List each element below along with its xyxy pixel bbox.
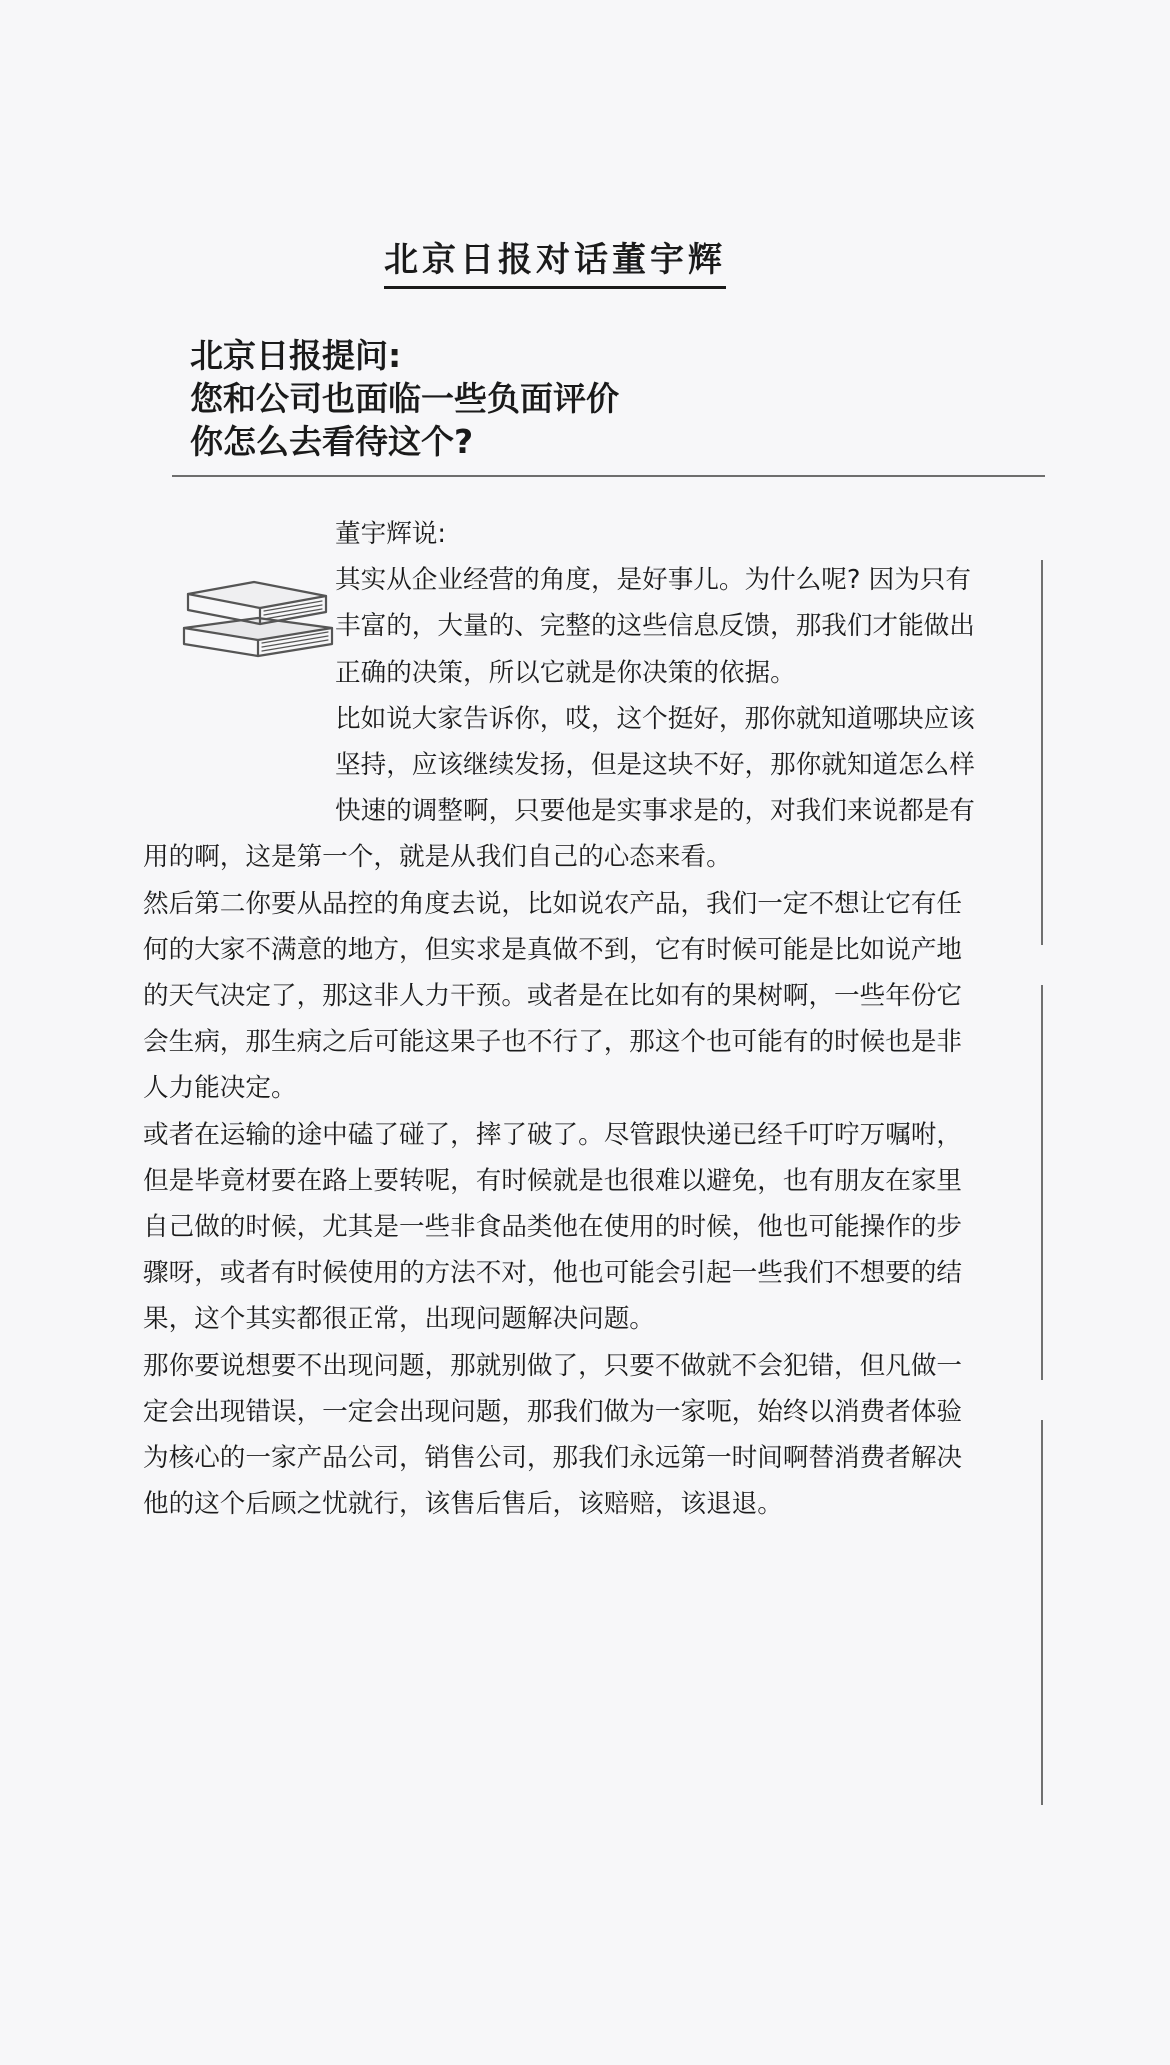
page-title [0, 236, 1110, 289]
answer-line: 用的啊，这是第一个，就是从我们自己的心态来看。 [143, 842, 732, 873]
answer-line: 坚持，应该继续发扬，但是这块不好，那你就知道怎么样 [335, 750, 975, 781]
answer-line: 快速的调整啊，只要他是实事求是的，对我们来说都是有 [335, 796, 975, 827]
answer-line: 果，这个其实都很正常，出现问题解决问题。 [143, 1304, 655, 1335]
answer-line: 何的大家不满意的地方，但实求是真做不到，它有时候可能是比如说产地 [143, 934, 963, 965]
question-line: 您和公司也面临一些负面评价 [190, 379, 619, 418]
margin-bar [1041, 985, 1043, 1380]
answer-line: 或者在运输的途中磕了碰了，摔了破了。尽管跟快递已经千叮咛万嘱咐， [143, 1119, 963, 1150]
divider [172, 475, 1045, 477]
speaker-label: 董宇辉说: [335, 519, 446, 549]
title-text: 北京日报对话董宇辉 [384, 236, 726, 289]
question-line: 你怎么去看待这个? [190, 422, 474, 461]
answer-line: 自己做的时候，尤其是一些非食品类他在使用的时候，他也可能操作的步 [143, 1212, 963, 1243]
answer-line: 骤呀，或者有时候使用的方法不对，他也可能会引起一些我们不想要的结 [143, 1258, 963, 1289]
answer-line: 正确的决策，所以它就是你决策的依据。 [335, 657, 796, 688]
margin-bar [1041, 560, 1043, 945]
answer-line: 会生病，那生病之后可能这果子也不行了，那这个也可能有的时候也是非 [143, 1027, 963, 1058]
answer-line: 其实从企业经营的角度，是好事儿。为什么呢? 因为只有 [335, 565, 971, 596]
question-block [190, 334, 619, 463]
answer-article [143, 511, 1000, 1527]
answer-line: 那你要说想要不出现问题，那就别做了，只要不做就不会犯错，但凡做一 [143, 1350, 963, 1381]
answer-line: 的天气决定了，那这非人力干预。或者是在比如有的果树啊，一些年份它 [143, 981, 963, 1012]
answer-line: 然后第二你要从品控的角度去说，比如说农产品，我们一定不想让它有任 [143, 888, 963, 919]
answer-line: 但是毕竟材要在路上要转呢，有时候就是也很难以避免，也有朋友在家里 [143, 1165, 963, 1196]
answer-line: 人力能决定。 [143, 1073, 297, 1104]
answer-line: 丰富的，大量的、完整的这些信息反馈，那我们才能做出 [335, 611, 975, 642]
answer-line: 定会出现错误，一定会出现问题，那我们做为一家呃，始终以消费者体验 [143, 1396, 963, 1427]
answer-line: 他的这个后顾之忧就行，该售后售后，该赔赔，该退退。 [143, 1489, 783, 1520]
answer-line: 比如说大家告诉你，哎，这个挺好，那你就知道哪块应该 [335, 703, 975, 734]
question-line: 北京日报提问: [190, 336, 402, 375]
answer-line: 为核心的一家产品公司，销售公司，那我们永远第一时间啊替消费者解决 [143, 1443, 963, 1474]
margin-bar [1041, 1420, 1043, 1805]
